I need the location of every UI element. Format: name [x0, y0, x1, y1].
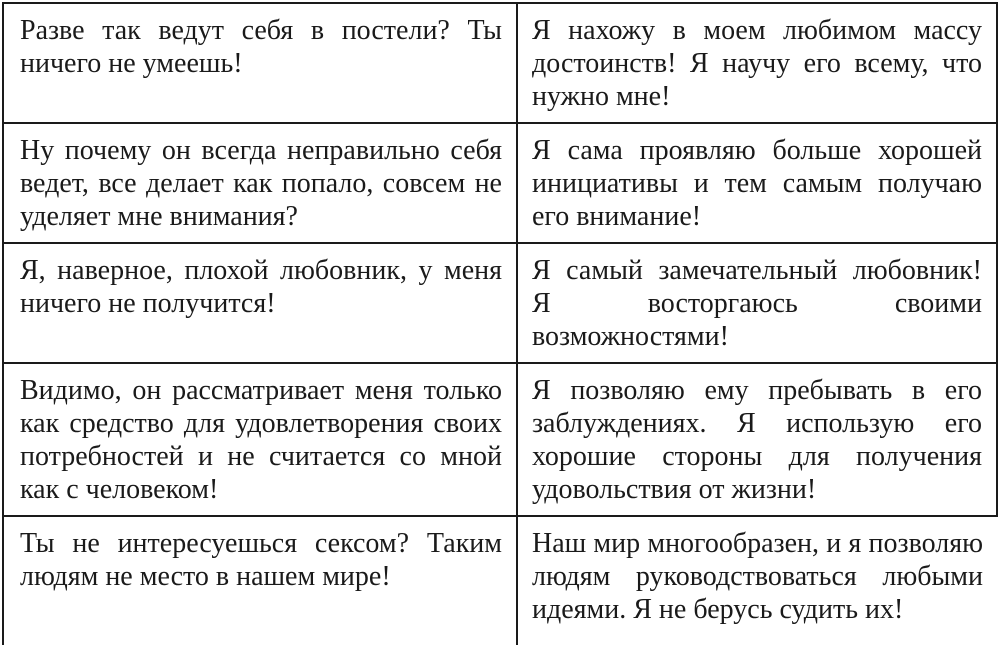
- positive-statement-cell: Я позволяю ему пребывать в его заблуждениях. Я использую его хорошие стороны для получения удовольствия от жизни!: [517, 363, 997, 516]
- positive-statement-cell: Наш мир многообразен, и я позволяю людям руководствоваться любыми идеями. Я не берусь судить их!: [517, 516, 997, 645]
- negative-statement-cell: Разве так ведут себя в постели? Ты ничего не умеешь!: [3, 3, 517, 123]
- negative-statement-cell: Видимо, он рассматривает меня только как средство для удовлетворения своих потребностей и не считается со мной как с человеком!: [3, 363, 517, 516]
- positive-statement-cell: Я сама проявляю больше хорошей инициативы и тем самым получаю его внимание!: [517, 123, 997, 243]
- comparison-table: [2, 2, 998, 645]
- positive-statement-cell: Я нахожу в моем любимом массу достоинств! Я научу его всему, что нужно мне!: [517, 3, 997, 123]
- table-row: [3, 123, 997, 243]
- comparison-table-container: [2, 2, 998, 646]
- negative-statement-cell: Ты не интересуешься сексом? Таким людям не место в нашем мире!: [3, 516, 517, 645]
- table-row: [3, 363, 997, 516]
- table-row: [3, 516, 997, 645]
- negative-statement-cell: Я, наверное, плохой любовник, у меня ничего не получится!: [3, 243, 517, 363]
- positive-statement-cell: Я самый замечательный любовник! Я восторгаюсь своими возможностями!: [517, 243, 997, 363]
- negative-statement-cell: Ну почему он всегда неправильно себя ведет, все делает как попало, совсем не уделяет мне внимания?: [3, 123, 517, 243]
- table-row: [3, 3, 997, 123]
- table-row: [3, 243, 997, 363]
